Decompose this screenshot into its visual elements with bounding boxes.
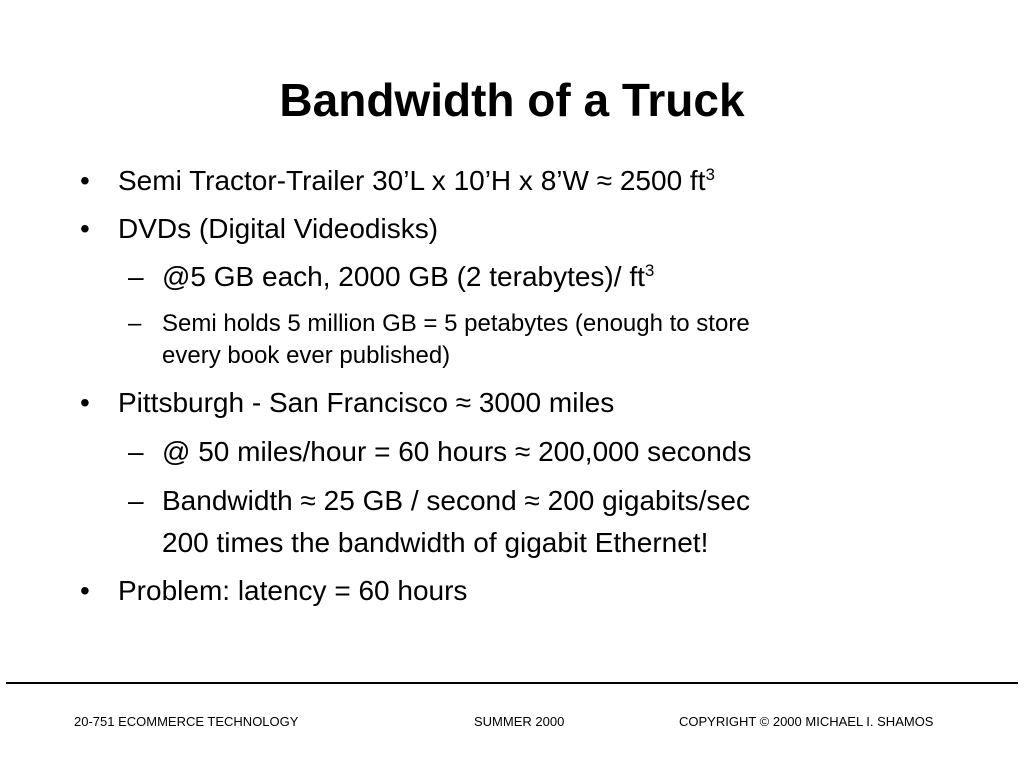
slide-title: Bandwidth of a Truck	[279, 74, 745, 126]
footer-course: 20-751 ECOMMERCE TECHNOLOGY	[74, 714, 299, 729]
subbullet-semi-holds-line2: every book ever published)	[162, 342, 451, 369]
subbullet-semi-holds-line1: Semi holds 5 million GB = 5 petabytes (enough to store	[162, 310, 750, 337]
bullet-marker: •	[80, 213, 90, 244]
dash-marker: –	[128, 261, 144, 292]
footer-divider	[6, 682, 1018, 684]
subbullet-text: @5 GB each, 2000 GB (2 terabytes)/ ft	[162, 261, 645, 292]
bullet-pittsburgh-sf: Pittsburgh - San Francisco ≈ 3000 miles	[118, 387, 615, 418]
dash-marker: –	[128, 310, 142, 337]
bullet-semi-trailer	[118, 164, 715, 198]
bullet-marker: •	[80, 387, 90, 418]
footer-copyright: COPYRIGHT © 2000 MICHAEL I. SHAMOS	[679, 714, 934, 729]
bullet-dvds: DVDs (Digital Videodisks)	[118, 213, 439, 244]
subbullet-speed: @ 50 miles/hour = 60 hours ≈ 200,000 seconds	[162, 436, 752, 467]
footer-term: SUMMER 2000	[474, 714, 565, 729]
subbullet-bandwidth-line1: Bandwidth ≈ 25 GB / second ≈ 200 gigabits/sec	[162, 485, 750, 516]
dash-marker: –	[128, 436, 144, 467]
bullet-marker: •	[80, 575, 90, 606]
superscript-cubed: 3	[644, 261, 655, 280]
bullet-marker: •	[80, 165, 90, 196]
dash-marker: –	[128, 485, 144, 516]
superscript-cubed: 3	[705, 165, 715, 184]
subbullet-dvd-capacity	[162, 260, 654, 294]
bullet-latency: Problem: latency = 60 hours	[118, 575, 468, 606]
subbullet-bandwidth-line2: 200 times the bandwidth of gigabit Ethernet!	[162, 527, 709, 558]
bullet-text: Semi Tractor-Trailer 30’L x 10’H x 8’W ≈ 2500 ft	[118, 165, 706, 196]
